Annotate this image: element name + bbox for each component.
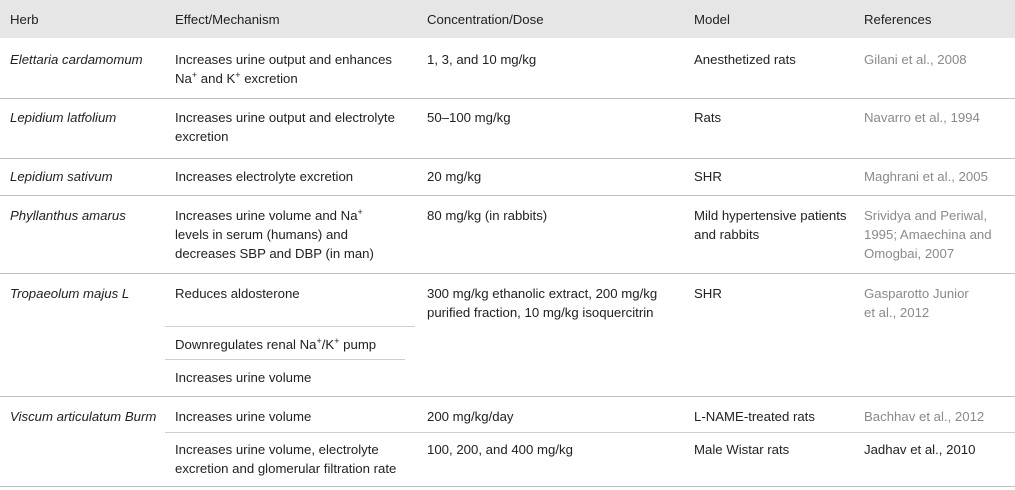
dose-cell: 1, 3, and 10 mg/kg — [427, 52, 537, 67]
dose-cell: 80 mg/kg (in rabbits) — [427, 208, 548, 223]
dose-cell: 50–100 mg/kg — [427, 110, 511, 125]
herb-cell: Lepidium latfolium — [10, 110, 117, 125]
sub-row-divider — [165, 359, 405, 360]
dose-cell: 300 mg/kg ethanolic extract, 200 mg/kg purified fraction, 10 mg/kg isoquercitrin — [427, 286, 658, 320]
column-header-model: Model — [694, 12, 730, 27]
model-cell: Rats — [694, 110, 722, 125]
column-header-effect: Effect/Mechanism — [175, 12, 280, 27]
effect-cell: Increases urine output and enhances Na+ and K+ excretion — [175, 52, 393, 86]
reference-link[interactable]: Navarro et al., 1994 — [864, 110, 980, 125]
row-divider — [0, 195, 1015, 196]
sub-row-divider — [165, 326, 415, 327]
reference-text: Jadhav et al., 2010 — [864, 442, 976, 457]
dose-cell: 100, 200, and 400 mg/kg — [427, 442, 573, 457]
effect-cell: Downregulates renal Na+/K+ pump — [175, 336, 377, 352]
row-divider — [0, 158, 1015, 159]
reference-link[interactable]: Srividya and Periwal, 1995; Amaechina and Omogbai, 2007 — [864, 208, 992, 261]
herb-cell: Viscum articulatum Burm — [10, 409, 157, 424]
reference-link[interactable]: Gilani et al., 2008 — [864, 52, 967, 67]
reference-link[interactable]: Gasparotto Junior et al., 2012 — [864, 286, 969, 320]
reference-link[interactable]: Maghrani et al., 2005 — [864, 169, 988, 184]
herb-cell: Elettaria cardamomum — [10, 52, 143, 67]
herb-cell: Phyllanthus amarus — [10, 208, 126, 223]
table-bottom-border — [0, 486, 1015, 487]
model-cell: L-NAME-treated rats — [694, 409, 815, 424]
model-cell: Anesthetized rats — [694, 52, 796, 67]
effect-cell: Increases urine volume — [175, 370, 312, 385]
row-divider — [0, 396, 1015, 397]
effect-cell: Increases urine volume, electrolyte excretion and glomerular filtration rate — [175, 442, 397, 476]
effect-cell: Reduces aldosterone — [175, 286, 300, 301]
effect-cell: Increases urine output and electrolyte excretion — [175, 110, 395, 144]
effect-cell: Increases urine volume and Na+ levels in serum (humans) and decreases SBP and DBP (in man) — [175, 207, 374, 261]
model-cell: Male Wistar rats — [694, 442, 790, 457]
column-header-dose: Concentration/Dose — [427, 12, 544, 27]
model-cell: SHR — [694, 286, 722, 301]
reference-link[interactable]: Bachhav et al., 2012 — [864, 409, 985, 424]
herb-cell: Lepidium sativum — [10, 169, 113, 184]
effect-cell: Increases urine volume — [175, 409, 312, 424]
row-divider — [0, 98, 1015, 99]
dose-cell: 20 mg/kg — [427, 169, 482, 184]
sub-row-divider — [165, 432, 1015, 433]
model-cell: SHR — [694, 169, 722, 184]
column-header-references: References — [864, 12, 932, 27]
dose-cell: 200 mg/kg/day — [427, 409, 514, 424]
effect-cell: Increases electrolyte excretion — [175, 169, 354, 184]
herb-cell: Tropaeolum majus L — [10, 286, 130, 301]
column-header-herb: Herb — [10, 12, 39, 27]
model-cell: Mild hypertensive patients and rabbits — [694, 208, 847, 242]
row-divider — [0, 273, 1015, 274]
